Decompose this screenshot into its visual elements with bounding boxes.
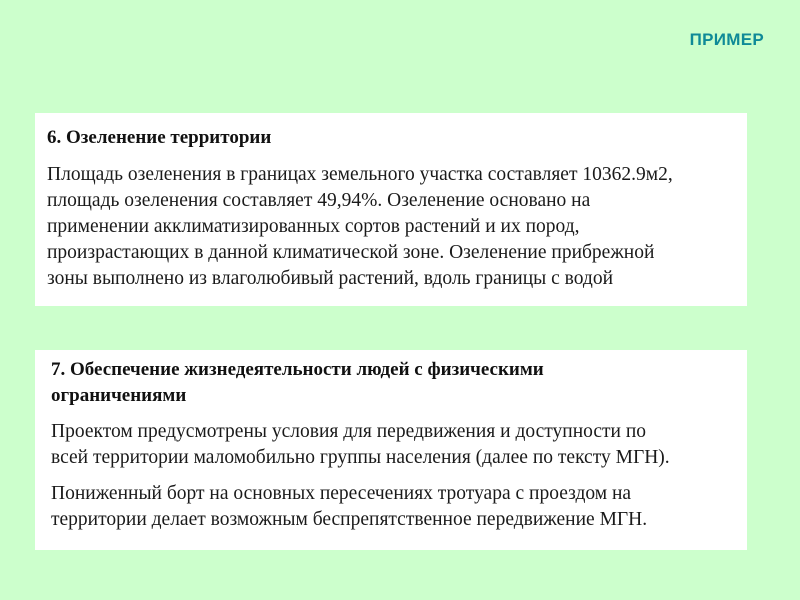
section-landscaping-card (35, 113, 747, 306)
section-landscaping-body: Площадь озеленения в границах земельного участка составляет 10362.9м2, площадь озеленения составляет 49,94%. Озеленение основано на применении акклиматизированных сортов растений и их пород, произрастающих в данной климатической зоне. Озеленение прибрежной зоны выполнено из влаголюбивый растений, вдоль границы с водой (47, 164, 673, 289)
example-label: ПРИМЕР (689, 30, 764, 49)
section-landscaping-title: 6. Озеленение территории (47, 127, 272, 148)
section-accessibility-card (35, 350, 747, 550)
section-accessibility-paragraph-2: Пониженный борт на основных пересечениях тротуара с проездом на территории делает возможным беспрепятственное передвижение МГН. (51, 483, 648, 530)
section-accessibility-paragraph-1: Проектом предусмотрены условия для передвижения и доступности по всей территории маломобильно группы населения (далее по тексту МГН). (51, 421, 670, 468)
section-accessibility-title: 7. Обеспечение жизнедеятельности людей с физическими ограничениями (51, 359, 544, 406)
